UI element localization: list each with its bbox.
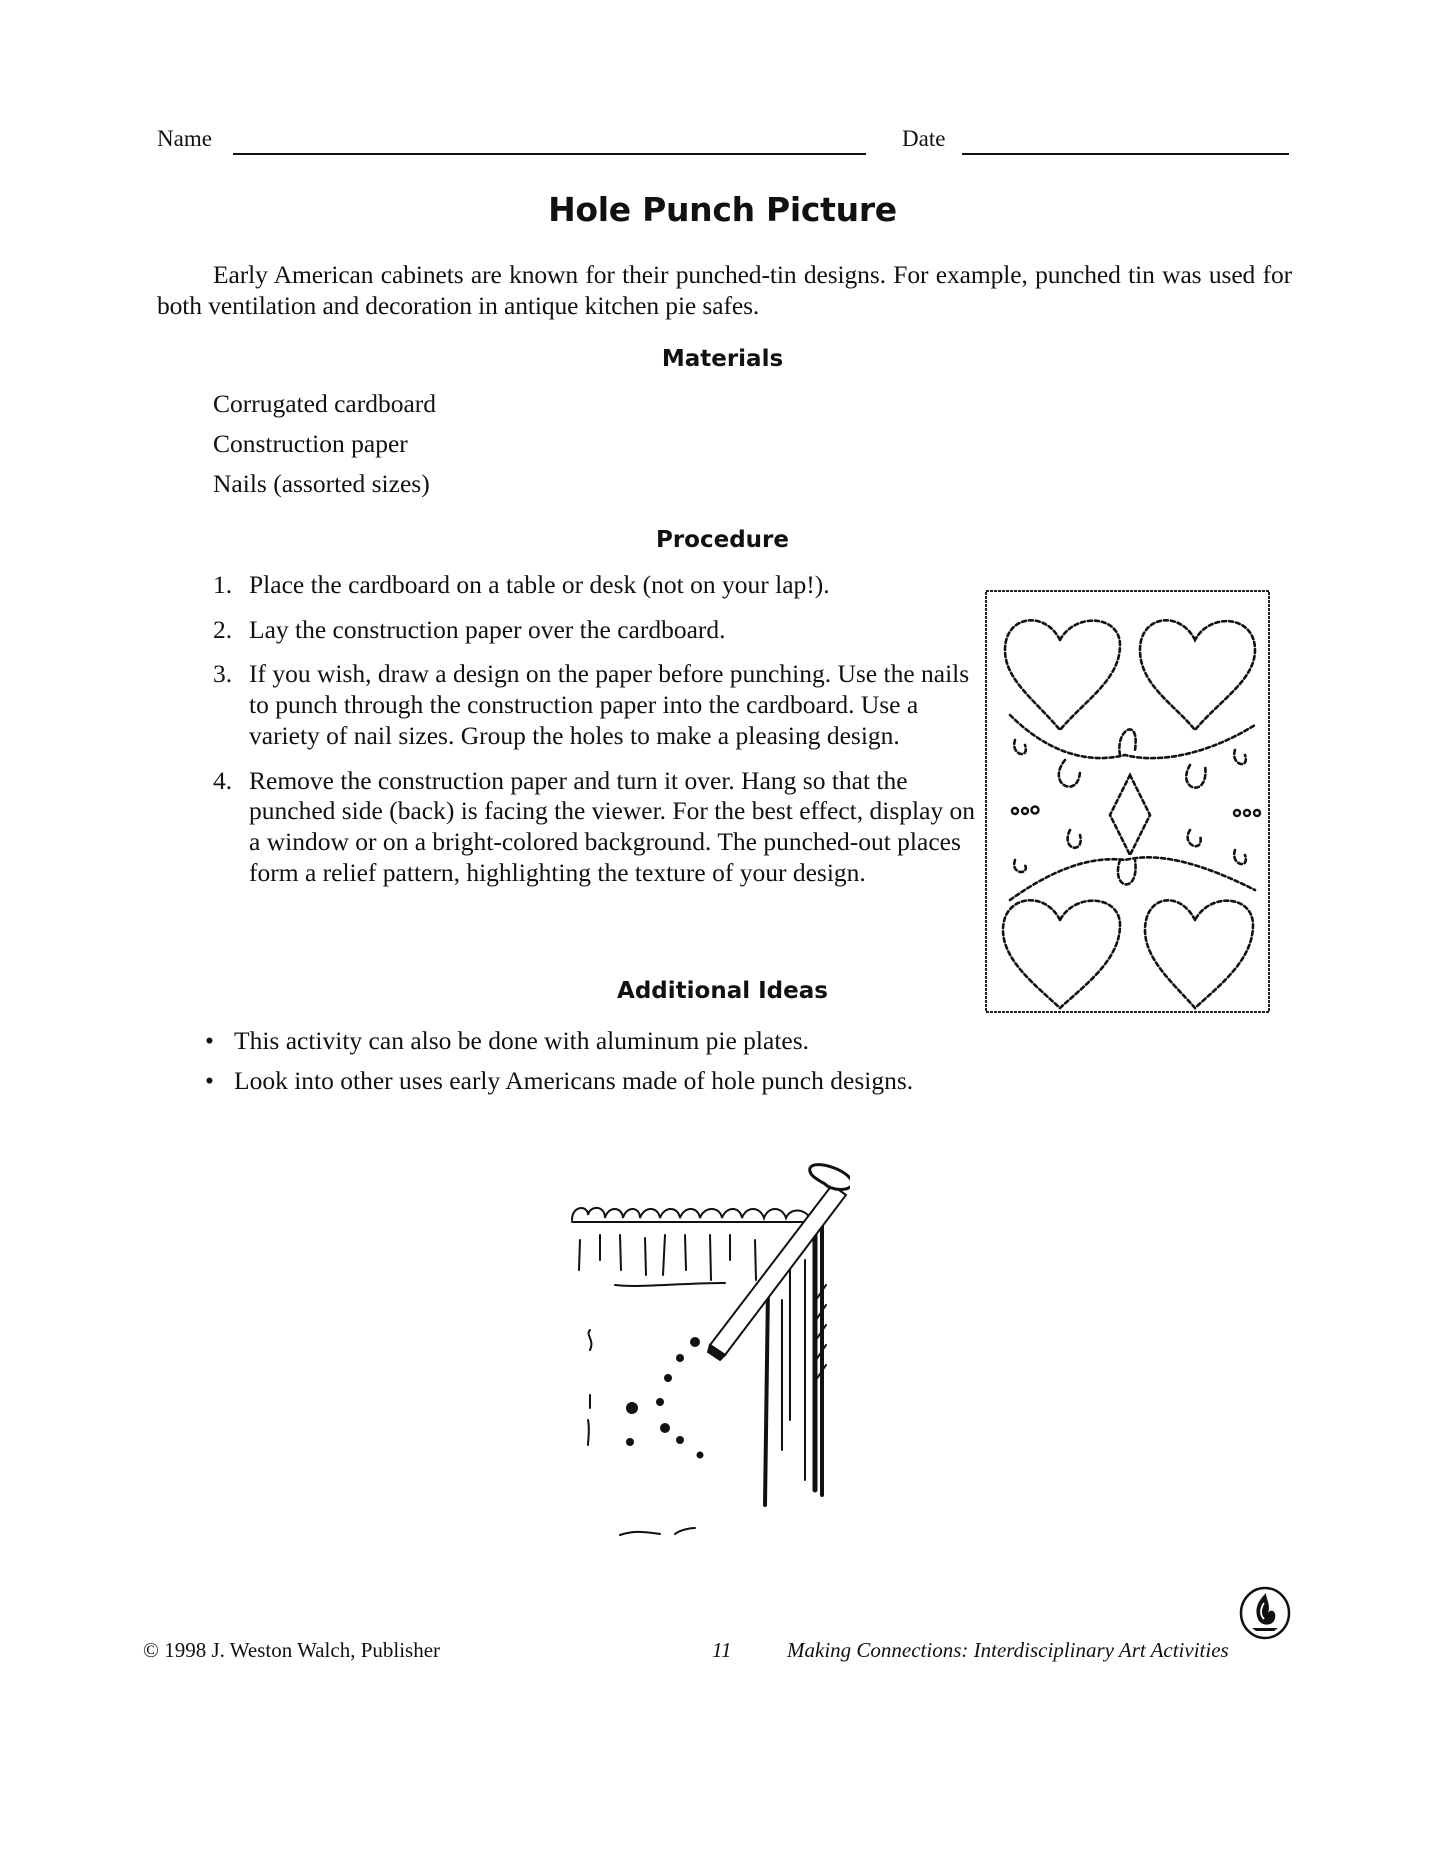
nail-drawing-icon [560,1150,850,1540]
hearts-drawing-icon [985,590,1270,1013]
date-field-line[interactable] [962,153,1289,155]
step-text: Lay the construction paper over the cardboard. [249,614,726,644]
step-number: 4. [213,765,233,795]
idea-item [205,1061,1305,1101]
materials-heading: Materials [661,346,784,372]
procedure-step [213,766,989,889]
materials-list [213,384,436,504]
idea-text: Look into other uses early Americans made of hole punch designs. [234,1066,914,1095]
additional-ideas-heading: Additional Ideas [617,978,828,1004]
step-number: 3. [213,659,233,689]
nail-punching-cardboard-illustration [560,1150,850,1540]
procedure-step [213,615,973,646]
materials-item: Nails (assorted sizes) [213,469,430,498]
bullet-icon: • [205,1026,214,1055]
procedure-step [213,570,973,601]
punched-heart-design-illustration [985,590,1270,1013]
additional-ideas-list [205,1021,1305,1101]
copyright-text: © 1998 J. Weston Walch, Publisher [143,1638,441,1662]
step-text: If you wish, draw a design on the paper before punching. Use the nails to punch through the construction paper into the cardboard. Use a variety of nail sizes. Group the holes to make a pleasing design. [249,659,970,750]
step-text: Remove the construction paper and turn it over. Hang so that the punched side (back) is facing the viewer. For the best effect, display on a window or on a bright-colored background. The punched-out places form a relief pattern, highlighting the texture of your design. [249,765,976,887]
idea-text: This activity can also be done with aluminum pie plates. [234,1026,810,1055]
procedure-list [213,570,976,902]
name-field-line[interactable] [233,153,866,155]
bullet-icon: • [205,1066,214,1095]
step-number: 2. [213,614,233,644]
flame-logo-icon [1238,1585,1292,1641]
step-text: Place the cardboard on a table or desk (not on your lap!). [249,570,830,599]
materials-item: Construction paper [213,429,408,458]
procedure-heading: Procedure [655,527,789,553]
step-number: 1. [213,570,233,599]
name-label: Name [157,126,212,151]
date-label: Date [902,126,946,151]
page-number: 11 [712,1638,732,1662]
procedure-step [213,659,989,751]
idea-item [205,1021,1305,1061]
book-title: Making Connections: Interdisciplinary Art Activities [787,1638,1229,1662]
intro-paragraph: Early American cabinets are known for their punched-tin designs. For example, punched tin was used for both ventilation and decoration in antique kitchen pie safes. [157,260,1292,320]
materials-item: Corrugated cardboard [213,389,437,418]
page-title: Hole Punch Picture [548,190,897,229]
